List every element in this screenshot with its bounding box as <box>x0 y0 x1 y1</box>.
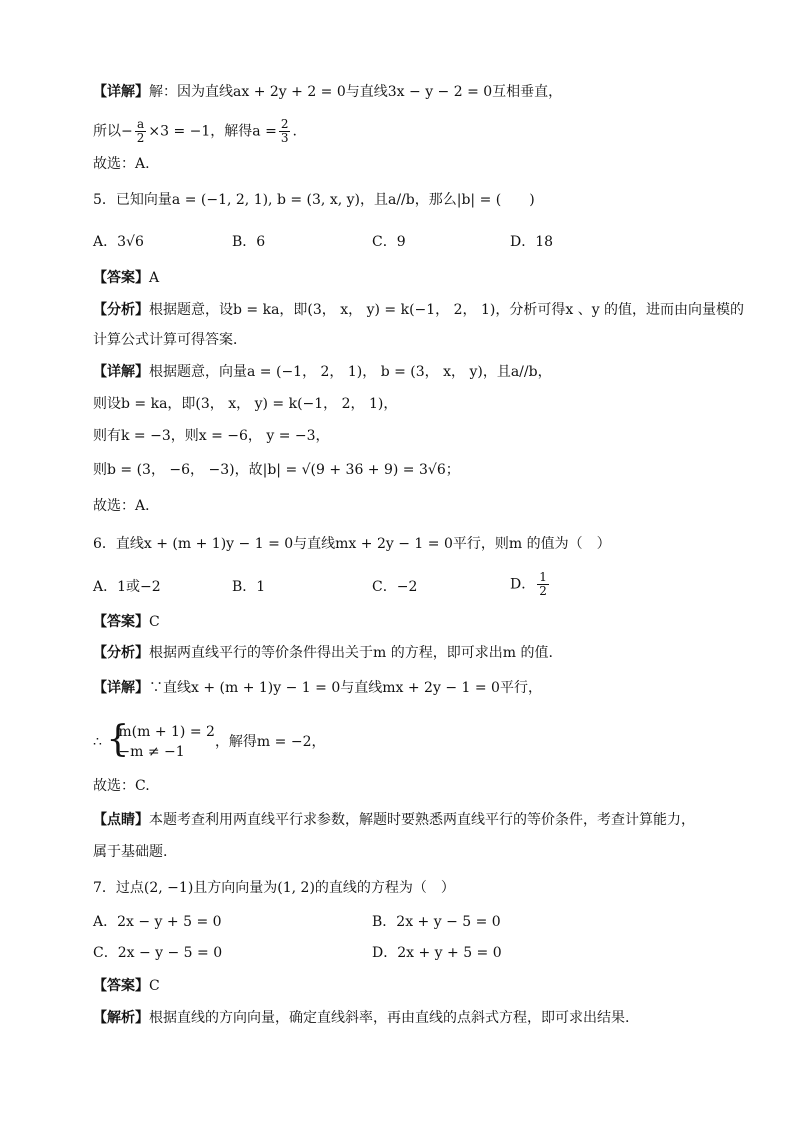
q5-option-c: C．9 <box>372 234 406 250</box>
frac-den: 3 <box>280 131 289 145</box>
therefore-symbol: ∴ <box>93 734 102 750</box>
q6-system-line <box>93 719 734 762</box>
q7-option-d: D．2x + y + 5 = 0 <box>372 945 502 961</box>
frac-num: 1 <box>539 570 547 584</box>
q5-detail-l2: 则设b = ka，即(3， x， y) = k(−1， 2， 1)， <box>93 396 398 412</box>
q6-comment-l1 <box>93 810 734 830</box>
frac-num: a <box>135 118 147 132</box>
q5-stem: 5．已知向量a = (−1, 2, 1), b = (3, x, y)，且a//b，那么|b| = ( ) <box>93 192 535 208</box>
answer-tag: 【答案】 <box>93 978 149 994</box>
q4-solution-line <box>93 118 734 145</box>
q7-answer <box>93 976 734 996</box>
comment-tag: 【点睛】 <box>93 812 149 828</box>
frac-num: 2 <box>280 117 289 131</box>
q4-detail-text: 解：因为直线ax + 2y + 2 = 0与直线3x − y − 2 = 0互相垂直， <box>149 84 563 100</box>
q5-choose: 故选：A． <box>93 498 160 514</box>
q4-frac-2-over-3 <box>279 118 291 145</box>
q6-comment-text: 本题考查利用两直线平行求参数，解题时要熟悉两直线平行的等价条件，考查计算能力， <box>149 812 695 828</box>
analysis-tag: 【分析】 <box>93 645 149 661</box>
q5-analysis-l2: 计算公式计算可得答案． <box>93 332 247 348</box>
q6-answer-value: C <box>149 614 160 630</box>
q5-detail-l3: 则有k = −3，则x = −6， y = −3， <box>93 428 330 444</box>
q7-option-a: A．2x − y + 5 = 0 <box>93 914 222 930</box>
q5-option-b: B．6 <box>232 234 266 250</box>
q7-analysis-text: 根据直线的方向向量，确定直线斜率，再由直线的点斜式方程，即可求出结果. <box>149 1010 630 1026</box>
q7-answer-value: C <box>149 978 160 994</box>
q6-option-d-frac <box>537 571 549 598</box>
q6-choose: 故选：C. <box>93 778 150 794</box>
q7-analysis <box>93 1008 734 1028</box>
brace-symbol: { <box>106 719 130 760</box>
q5-answer-value: A <box>149 270 160 286</box>
q6-stem: 6．直线x + (m + 1)y − 1 = 0与直线mx + 2y − 1 = 0平行，则m 的值为（ ） <box>93 536 611 552</box>
analysis-tag: 【分析】 <box>93 302 149 318</box>
system-row-1: m(m + 1) = 2 <box>118 724 215 740</box>
analysis-tag: 【解析】 <box>93 1010 149 1026</box>
frac-den: 2 <box>136 131 145 145</box>
answer-tag: 【答案】 <box>93 614 149 630</box>
q7-option-b: B．2x + y − 5 = 0 <box>372 914 501 930</box>
detail-tag: 【详解】 <box>93 84 149 100</box>
q7-option-c: C．2x − y − 5 = 0 <box>93 945 223 961</box>
q6-option-a: A．1或−2 <box>93 579 161 595</box>
detail-tag: 【详解】 <box>93 364 149 380</box>
q6-detail-text: ∵直线x + (m + 1)y − 1 = 0与直线mx + 2y − 1 = 0平行， <box>149 680 542 696</box>
q6-option-d-label: D． <box>510 576 536 593</box>
equation-system <box>106 719 215 762</box>
q5-analysis-l1 <box>93 300 745 320</box>
q6-answer <box>93 612 734 632</box>
q6-solve-tail: ，解得m = −2， <box>214 734 326 750</box>
q5-analysis-text: 根据题意，设b = ka，即(3， x， y) = k(−1， 2， 1)，分析可得x 、y 的值，进而由向量模的 <box>149 302 745 318</box>
q5-option-a: A．3√6 <box>93 234 144 250</box>
q4-frac-a-over-2 <box>135 118 147 145</box>
q4-choose: 故选：A. <box>93 156 150 172</box>
q4-detail-line <box>93 82 734 102</box>
frac-den: 2 <box>539 584 547 598</box>
q5-detail-l4: 则b = (3， −6， −3)，故|b| = √(9 + 36 + 9) = 3√6； <box>93 462 460 478</box>
q6-option-b: B．1 <box>232 579 266 595</box>
q6-analysis <box>93 643 734 663</box>
q6-detail-l1 <box>93 678 734 698</box>
q4-sol-mid: ×3 = −1，解得a = <box>148 123 277 140</box>
q7-stem: 7．过点(2, −1)且方向向量为(1, 2)的直线的方程为（ ） <box>93 880 455 896</box>
q6-comment-l2: 属于基础题. <box>93 844 168 860</box>
q6-option-d <box>510 571 551 598</box>
answer-tag: 【答案】 <box>93 270 149 286</box>
system-row-2: −m ≠ −1 <box>118 744 185 760</box>
q6-option-c: C．−2 <box>372 579 418 595</box>
detail-tag: 【详解】 <box>93 680 149 696</box>
q6-analysis-text: 根据两直线平行的等价条件得出关于m 的方程，即可求出m 的值. <box>149 645 553 661</box>
q4-sol-prefix: 所以− <box>93 123 133 140</box>
q4-sol-end: . <box>292 123 297 140</box>
q5-answer <box>93 268 734 288</box>
q5-detail-l1 <box>93 362 734 382</box>
q5-option-d: D．18 <box>510 234 554 250</box>
q5-detail-text: 根据题意，向量a = (−1， 2， 1)， b = (3， x， y)，且a//b， <box>149 364 552 380</box>
